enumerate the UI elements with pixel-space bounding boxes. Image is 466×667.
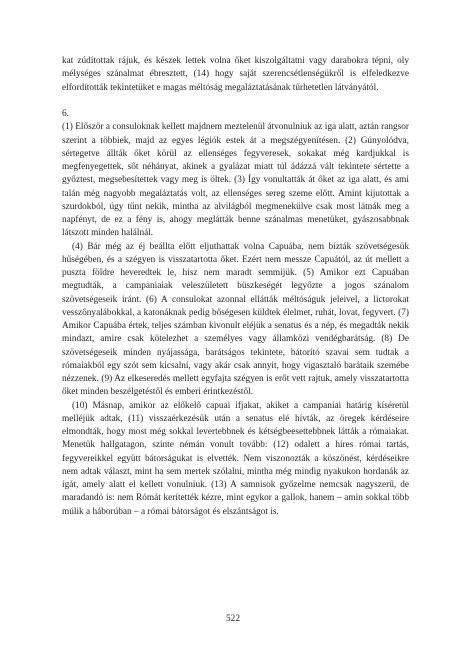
page-body [62, 55, 409, 519]
paragraph-2: (4) Bár még az éj beállta előtt eljuthattak volna Capuába, nem bízták szövetségesük hűségében, és a szégyen is visszatartotta őket. Ezért nem messze Capuától, az út mellett a puszta földre heveredtek le, hisz nem maradt semmijük. (5) Amikor ezt Capuában megtudták, a campaniaiak veleszületett büszkeségét legyőzte a jogos szánalom szövetségeseik iránt. (6) A consulokat azonnal ellátták méltóságuk jeleivel, a lictorokat vesszőnyalábokkal, a katonáknak pedig bőségesen küldtek élelmet, ruhát, lovat, fegyvert. (7) Amikor Capuába értek, teljes számban kivonult eléjük a senatus és a nép, és megadták nekik mindazt, amire csak kötelezhet a személyes vagy államközi vendégbarátság. (8) De szövetségeseik minden nyájassága, barátságos tekintete, bátorító szavai sem tudtak a rómaiakból egy szót sem kicsalni, vagy akár csak annyit, hogy vigasztaló barátaik szemébe nézzenek. (9) Az elkeseredés mellett egyfajta szégyen is erőt vett rajtuk, amely visszatartotta őket minden beszélgetéstől és emberi érintkezéstől. [62, 241, 409, 398]
paragraph-1: (1) Először a consuloknak kellett majdnem meztelenül átvonulniuk az iga alatt, aztán rangsor szerint a többiek, majd az egyes légiók estek át a megszégyenítésen. (2) Gúnyolódva, sértegetve állták őket körül az ellenséges fegyveresek, sokakat még kardjukkal is megfenyegettek, sőt néhányat, akinek a gyalázat miatt túl ádázzá vált tekintete sértette a győztest, megsebesítettek vagy meg is öltek. (3) Így vonultatták át őket az iga alatt, és ami talán még nagyobb megaláztatás volt, az ellenséges sereg szeme előtt. Amint kijutottak a szurdokból, úgy tűnt nekik, mintha az alvilágból megmenekülve csak most látnák meg a napfényt, de ez a fény is, ahogy meglátták benne szánalmas menetüket, gyászosabbnak látszott minden halálnál. [62, 122, 409, 239]
page-number: 522 [226, 614, 240, 624]
paragraph-3: (10) Másnap, amikor az előkelő capuai ifjakat, akiket a campaniai határig kíséretül melléjük adtak, (11) visszaérkezésük után a senatus elé hívták, az öregek kérdéseire elmondták, hogy most még sokkal levertebbnek és kétségbeesettebbnek látták a rómaiakat. Menetük hallgatagon, szinte némán vonult tovább: (12) odalett a híres római tartás, fegyvereikkel együtt bátorságukat is elvették. Nem viszonozták a köszönést, kérdéseikre nem adtak választ, mint ha sem mertek szólalni, mintha még mindig nyakukon hordanák az igát, amely alatt el kellett vonulniuk. (13) A samnisok győzelme nemcsak nagyszerű, de maradandó is: nem Rómát kerítették kézre, mint egykor a gallok, hanem – amin sokkal több múlik a háborúban – a római bátorságot és elszántságot is. [62, 400, 409, 517]
section-spacer [62, 95, 409, 108]
intro-paragraph: kat zúdítottak rájuk, és készek lettek volna őket kiszolgáltatni vagy darabokra tépni, oly mélységes szánalmat ébresztett, (14) hogy saját szerencsétlenségükről is elfeledkezve elfordították tekintetüket e magas méltóság megaláztatásának tűrhetetlen látványától. [62, 56, 409, 93]
chapter-number: 6. [62, 109, 69, 119]
